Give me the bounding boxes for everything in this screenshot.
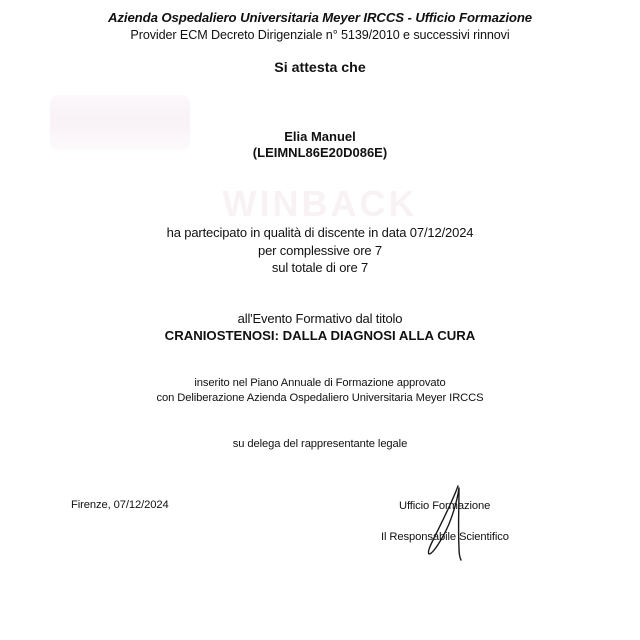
office-label: Ufficio Formazione bbox=[399, 500, 491, 512]
participation-line: ha partecipato in qualità di discente in data 07/12/2024 bbox=[166, 225, 474, 240]
hours-line: per complessive ore 7 bbox=[257, 243, 383, 258]
fiscal-code: (LEIMNL86E20D086E) bbox=[252, 145, 388, 160]
delegation-line: su delega del rappresentante legale bbox=[232, 438, 408, 450]
plan-line-2: con Deliberazione Azienda Ospedaliero Universitaria Meyer IRCCS bbox=[156, 392, 484, 404]
event-intro: all'Evento Formativo dal titolo bbox=[237, 311, 403, 326]
participant-name: Elia Manuel bbox=[284, 129, 356, 144]
responsible-label: Il Responsabile Scientifico bbox=[381, 531, 509, 543]
total-hours-line: sul totale di ore 7 bbox=[271, 260, 369, 275]
plan-line-1: inserito nel Piano Annuale di Formazione approvato bbox=[194, 377, 446, 389]
attestation-heading: Si attesta che bbox=[274, 60, 366, 76]
header-organization: Azienda Ospedaliero Universitaria Meyer IRCCS - Ufficio Formazione bbox=[107, 10, 533, 25]
event-title: CRANIOSTENOSI: DALLA DIAGNOSI ALLA CURA bbox=[164, 328, 476, 343]
place-date: Firenze, 07/12/2024 bbox=[71, 499, 169, 511]
signature-icon bbox=[415, 482, 495, 562]
header-provider: Provider ECM Decreto Dirigenziale n° 5139/2010 e successivi rinnovi bbox=[130, 28, 510, 42]
watermark-text: WINBACK bbox=[222, 183, 418, 224]
